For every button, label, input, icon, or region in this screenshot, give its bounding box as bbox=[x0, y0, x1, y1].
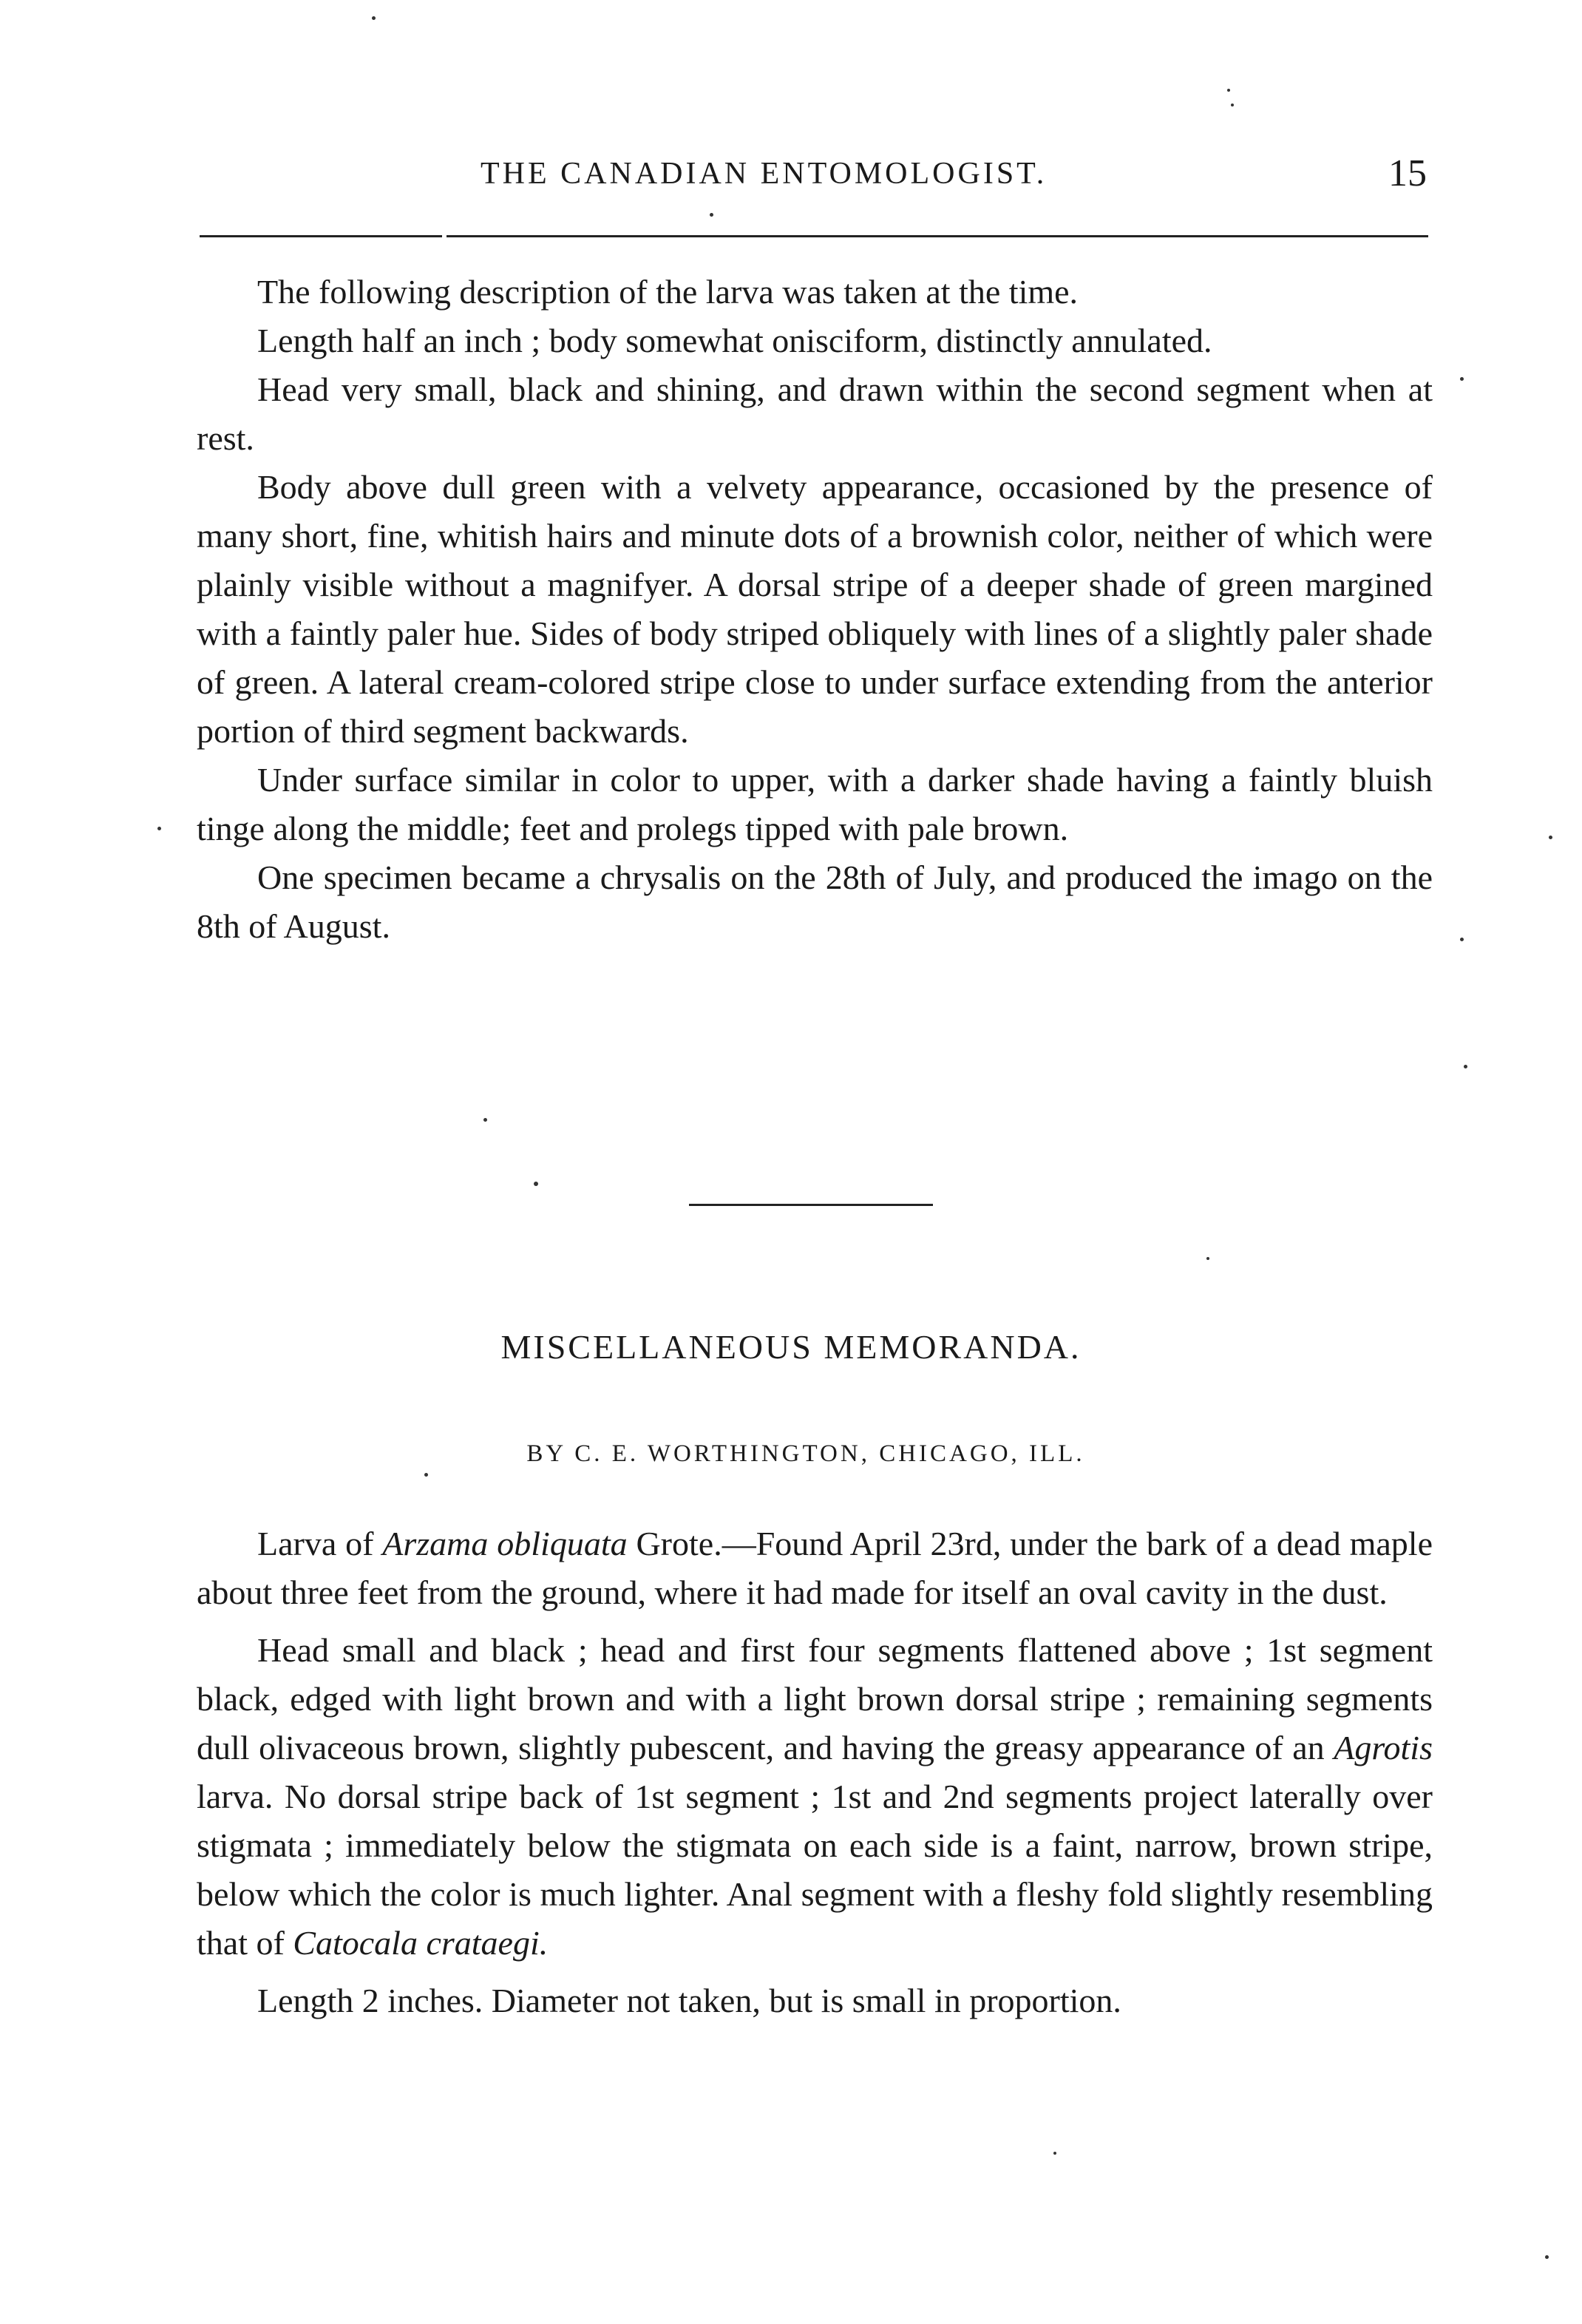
paragraph: Body above dull green with a velvety appearance, occasioned by the presence of many short, fine, whitish hairs and minute dots of a brownish color, neither of which were plainly visible without a magnifyer. A dorsal stripe of a deeper shade of green margined with a faintly paler hue. Sides of body striped obliquely with lines of a slightly paler shade of green. A lateral cream-colored stripe close to under surface extending from the anterior portion of third segment backwards. bbox=[197, 468, 1433, 750]
paragraph bbox=[197, 1520, 1433, 1617]
scan-speck bbox=[534, 1182, 538, 1186]
scan-speck bbox=[483, 1118, 487, 1122]
scan-speck bbox=[710, 213, 713, 217]
article-title: MISCELLANEOUS MEMORANDA. bbox=[500, 1328, 1082, 1366]
running-head bbox=[200, 152, 1427, 196]
scan-speck bbox=[1460, 938, 1464, 941]
scan-speck bbox=[1227, 89, 1230, 92]
text-run: Head small and black ; head and first four segments flattened above ; 1st segment black, edged with light brown and with a light brown dorsal stripe ; remaining segments dull olivaceous brown, slightly pubescent, and having the greasy appearance of an bbox=[197, 1631, 1433, 1766]
section-divider bbox=[689, 1204, 933, 1206]
scan-speck bbox=[1231, 104, 1234, 106]
scan-speck bbox=[1206, 1257, 1209, 1260]
header-rule-break bbox=[442, 231, 447, 240]
scan-speck bbox=[372, 16, 376, 20]
scan-speck bbox=[424, 1473, 428, 1477]
larva-description bbox=[197, 268, 1433, 951]
paragraph: Length half an inch ; body somewhat onisciform, distinctly annulated. bbox=[257, 322, 1212, 359]
header-rule bbox=[200, 235, 1428, 237]
scan-speck bbox=[1460, 377, 1464, 381]
species-name: Catocala crataegi. bbox=[293, 1924, 549, 1962]
paragraph: Length 2 inches. Diameter not taken, but is small in proportion. bbox=[257, 1982, 1121, 2019]
running-title: THE CANADIAN ENTOMOLOGIST. bbox=[481, 157, 1048, 191]
paragraph: Under surface similar in color to upper, with a darker shade having a faintly bluish tinge along the middle; feet and prolegs tipped with pale brown. bbox=[197, 761, 1433, 847]
paragraph bbox=[197, 1626, 1433, 1968]
scan-speck bbox=[1549, 836, 1552, 839]
paragraph: Head very small, black and shining, and drawn within the second segment when at rest. bbox=[197, 370, 1433, 457]
scan-speck bbox=[1545, 2255, 1549, 2259]
article-body bbox=[197, 1520, 1433, 2034]
text-run: larva. No dorsal stripe back of 1st segment ; 1st and 2nd segments project laterally over stigmata ; immediately below the stigmata on each side is a faint, narrow, brown stripe, below which the color is much lighter. Anal segment with a fleshy fold slightly resembling that of bbox=[197, 1778, 1433, 1962]
article-byline: BY C. E. WORTHINGTON, CHICAGO, ILL. bbox=[526, 1440, 1085, 1467]
text-run: Larva of bbox=[257, 1525, 383, 1562]
page-number: 15 bbox=[1388, 152, 1427, 194]
paragraph: One specimen became a chrysalis on the 28th of July, and produced the imago on the 8th of August. bbox=[197, 858, 1433, 945]
scan-speck bbox=[1053, 2152, 1056, 2155]
scan-speck bbox=[1464, 1065, 1467, 1068]
genus-name: Agrotis bbox=[1334, 1729, 1433, 1766]
paragraph: The following description of the larva was taken at the time. bbox=[257, 273, 1079, 311]
species-name: Arzama obliquata bbox=[382, 1525, 628, 1562]
text-run: Grote.—Found April 23rd, under the bark of a dead maple about three feet from the ground, where it had made for itself an oval cavity in the dust. bbox=[197, 1525, 1433, 1611]
scan-speck bbox=[157, 827, 161, 830]
